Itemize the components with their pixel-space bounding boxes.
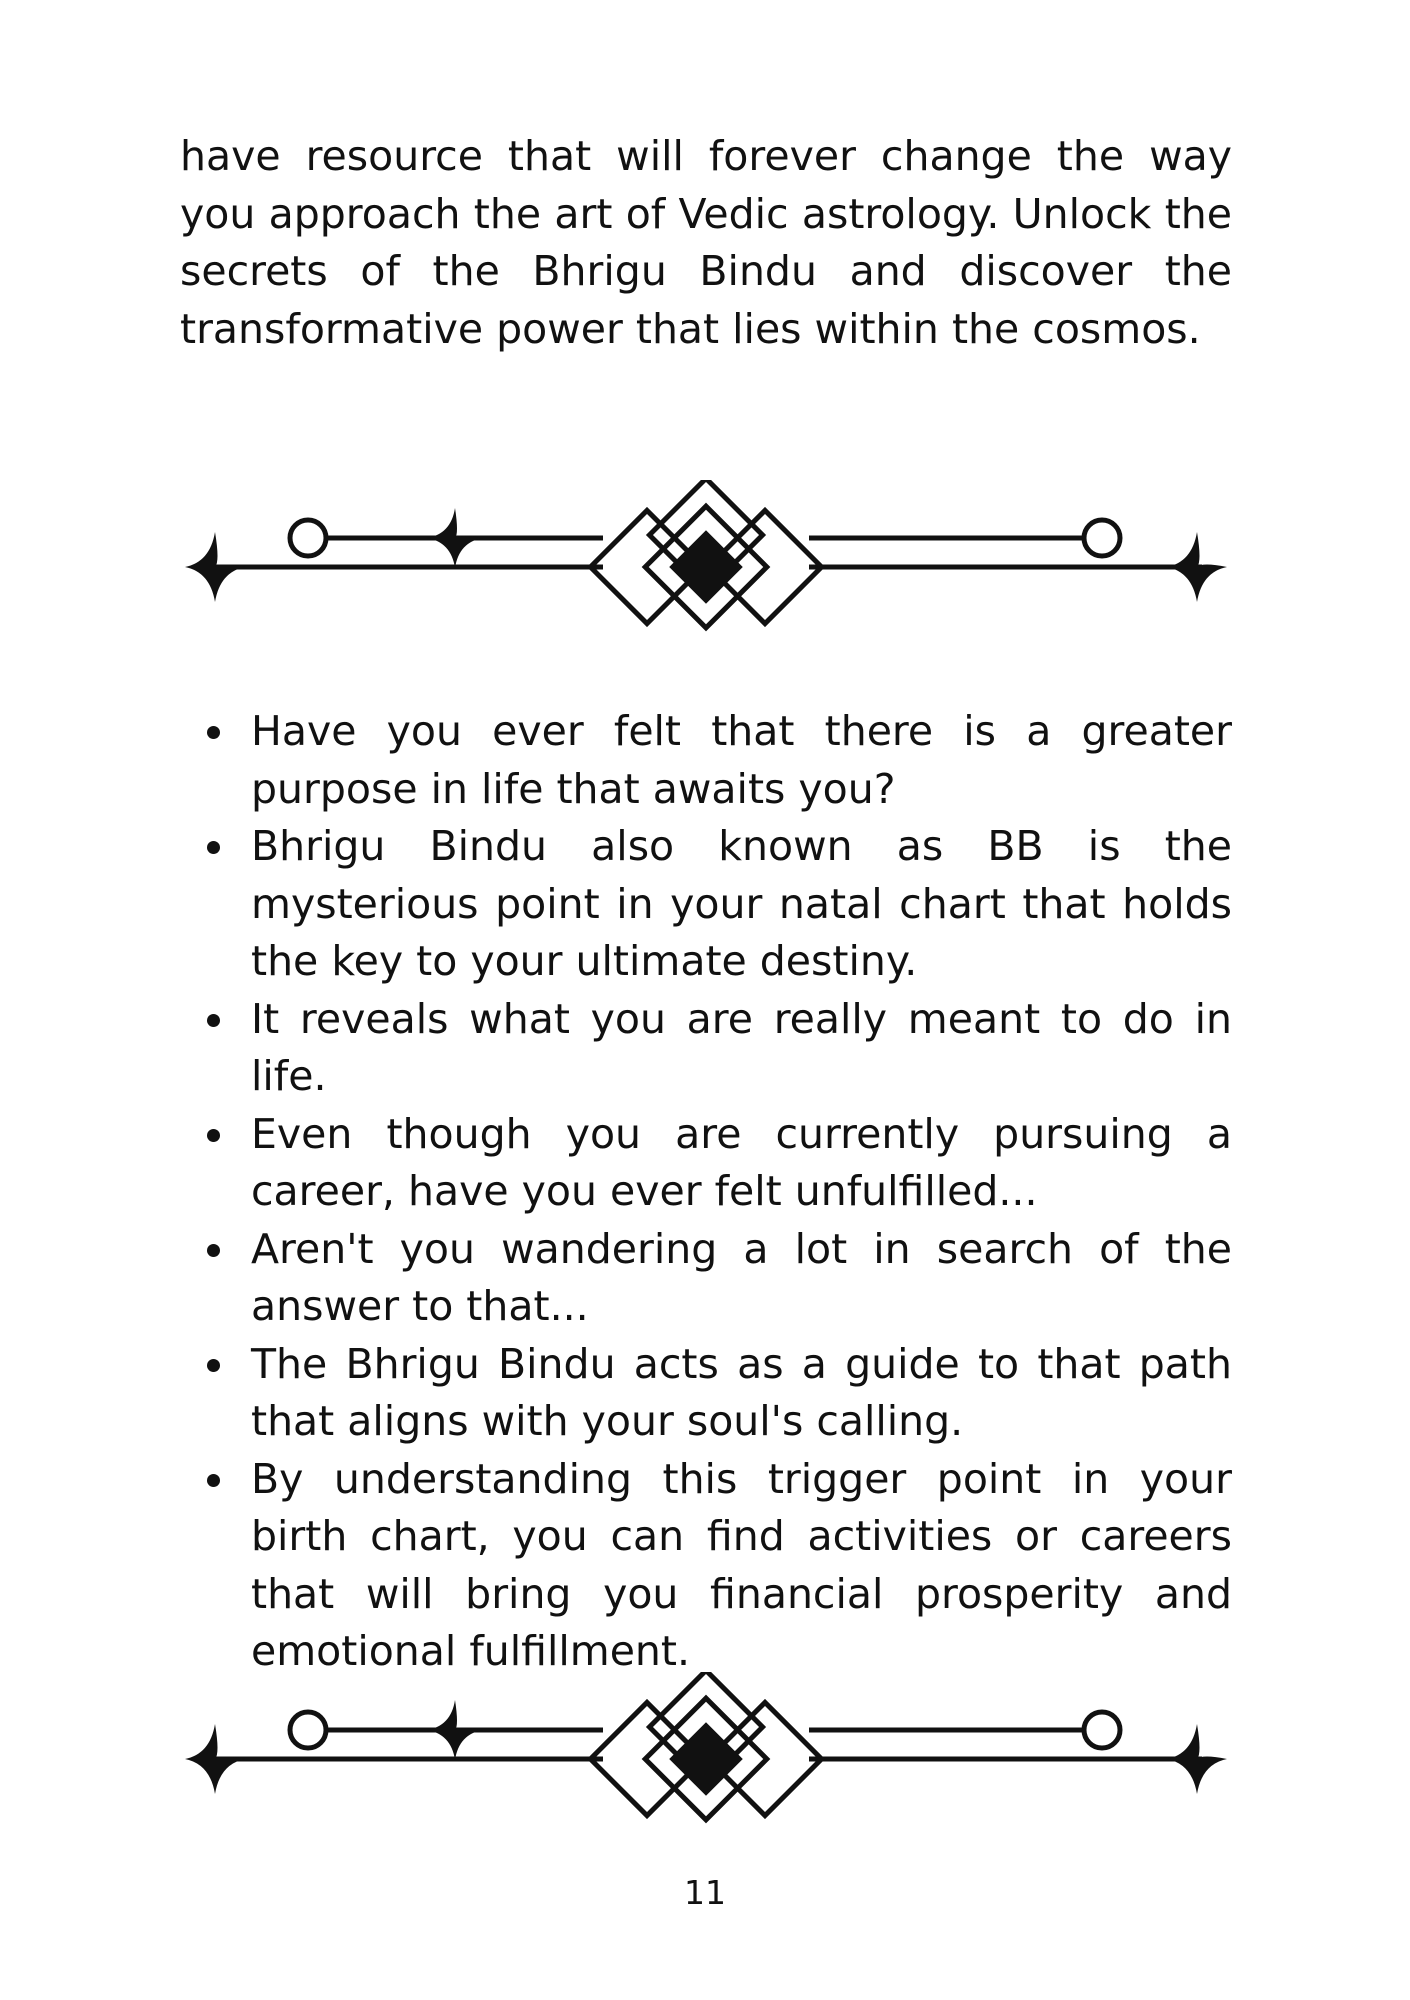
list-item-text: The Bhrigu Bindu acts as a guide to that path that aligns with your soul's calling. — [251, 1339, 1232, 1445]
bullet-list — [180, 703, 1232, 1681]
list-item-text: It reveals what you are really meant to do in life. — [251, 994, 1232, 1100]
bullet-icon — [207, 1359, 220, 1372]
ornament-divider-top — [180, 480, 1232, 635]
bullet-icon — [207, 726, 220, 739]
list-item — [180, 1106, 1232, 1221]
list-item-text: Bhrigu Bindu also known as BB is the mysterious point in your natal chart that holds the key to your ultimate destiny. — [251, 822, 1232, 985]
list-item — [180, 818, 1232, 991]
list-item-text: Have you ever felt that there is a greater purpose in life that awaits you? — [251, 707, 1232, 813]
list-item — [180, 1336, 1232, 1451]
list-item-text: By understanding this trigger point in your birth chart, you can find activities or careers that will bring you financial prosperity and emotional fulfillment. — [251, 1454, 1232, 1675]
ornament-divider-icon — [180, 480, 1232, 635]
bullet-icon — [207, 1129, 220, 1142]
bullet-icon — [207, 841, 220, 854]
page-number: 11 — [684, 1873, 726, 1912]
list-item — [180, 703, 1232, 818]
ornament-divider-bottom — [180, 1672, 1232, 1827]
list-item — [180, 1221, 1232, 1336]
bullet-icon — [207, 1014, 220, 1027]
list-item — [180, 1451, 1232, 1681]
list-item-text: Even though you are currently pursuing a career, have you ever felt unfulfilled... — [251, 1109, 1232, 1215]
ornament-divider-icon — [180, 1672, 1232, 1827]
bullet-icon — [207, 1244, 220, 1257]
list-item-text: Aren't you wandering a lot in search of the answer to that... — [251, 1224, 1232, 1330]
bullet-icon — [207, 1474, 220, 1487]
intro-paragraph: have resource that will forever change the way you approach the art of Vedic astrology. Unlock the secrets of the Bhrigu Bindu and discover the transformative power that lies within the cosmos. — [180, 132, 1232, 353]
list-item — [180, 991, 1232, 1106]
